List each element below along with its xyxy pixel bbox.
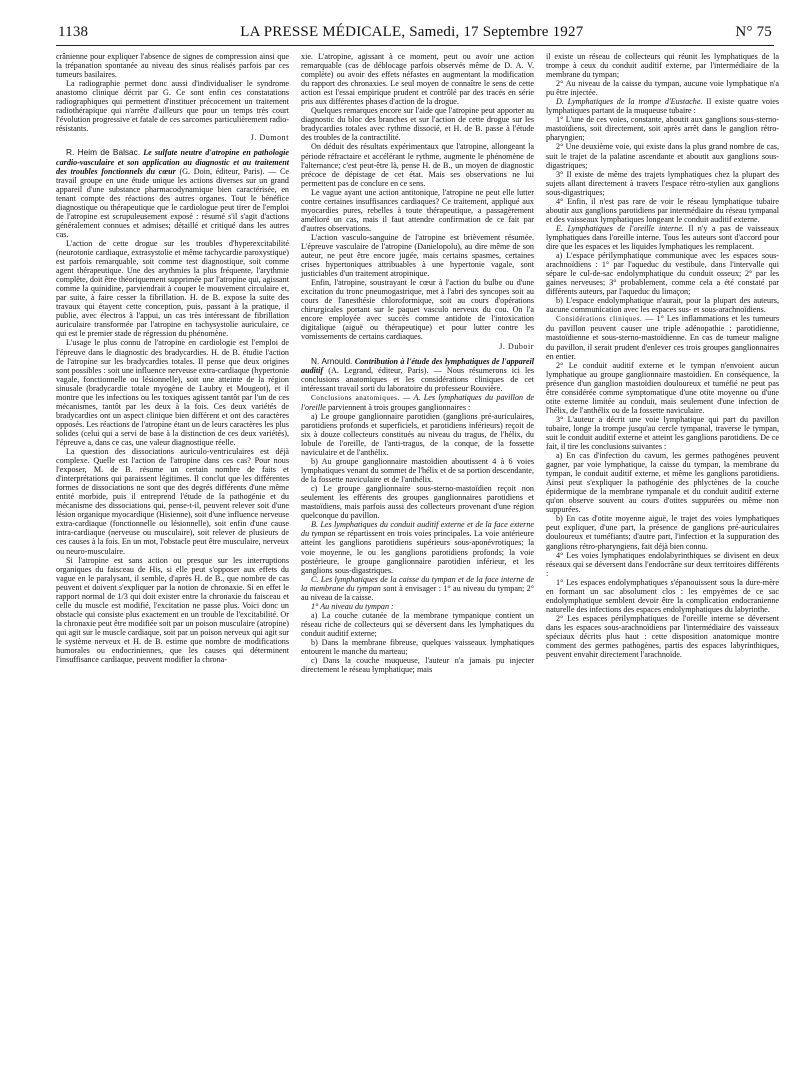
list-item: a) L'espace périlymphatique communique avec les espaces sous-arachnoïdiens : 1° par l'aqueduc du vestibule, dans l'intervalle qui sépare le cul-de-sac endolymphatique du conduit osseux; 2° par les gaines nerveuses; 3° probablement, comme cela a été constaté par différents auteurs, par l'aqueduc du limaçon; (546, 251, 779, 297)
list-item: c) Le groupe ganglionnaire sous-sterno-mastoïdien reçoit non seulement les efférents des groupes ganglionnaires parotidiens et mastoïdiens, mais parfois aussi des collecteurs provenant d'une région quelconque du pavillon. (301, 484, 534, 521)
paragraph: 2° Au niveau de la caisse du tympan, aucune voie lymphatique n'a pu être injectée. (546, 79, 779, 98)
paragraph: 3° L'auteur a décrit une voie lymphatique qui part du pavillon tubaire, longe la trompe jusqu'au cercle tympanal, traverse le tympan, suit le conduit auditif externe et atteint les ganglions parotidiens. De ce fait, il tire les conclusions suivantes : (546, 414, 779, 452)
paragraph (546, 314, 779, 360)
signature: J. Dumont (250, 133, 289, 143)
column-2 (301, 52, 534, 674)
paragraph: Si l'atropine est sans action ou presque sur les interruptions organiques du faisceau de His, si elle peut s'opposer aux effets du vague en le paralysant, il semble, d'après H. de B., que nombre de cas peuvent et doivent s'expliquer par la notion de chronaxie. Si en effet le rapport normal de 1/3 qui doit exister entre la chronaxie du faisceau et celle du muscle est modifié, l'excitation ne passe plus. Voici donc un obstacle qui consiste plus exactement en un trouble de l'excitabilité. Or la chronaxie peut être modifiée soit par un poison musculaire (atropine) qui agit sur le muscle cardiaque, soit par un poison nerveux qui agit sur le système nerveux et H. de B. estime que nombre de modifications humorales ou endocriniennes, que les causes qui déterminent l'insuffisance cardiaque, peuvent modifier la chrona- (56, 555, 289, 665)
paragraph: il existe un réseau de collecteurs qui réunit les lymphatiques de la trompe à ceux du conduit auditif externe, par l'intermédiaire de la membrane du tympan; (546, 52, 779, 80)
section-text: — 1° Les inflammations et les tumeurs du pavillon peuvent causer une triple adénopathie : parotidienne, mastoïdienne et sous-sterno-mastoïdienne. En cas de tumeur maligne du pavillon, il serait prudent d'enlever ces trois groupes ganglionnaires en entier. (546, 314, 780, 361)
signature: J. Duboir (499, 341, 534, 351)
review-author: R. Heim de Balsac. (66, 147, 141, 158)
list-item: b) L'espace endolymphatique n'aurait, pour la plupart des auteurs, aucune communication avec les espaces sus- et sous-arachnoïdiens. (546, 296, 779, 315)
section-heading: B. Les lymphatiques du conduit auditif externe et de la face externe du tympan (301, 520, 534, 539)
list-item: 3° Il existe de même des trajets lymphatiques chez la plupart des sujets allant directement à travers l'espace rétro-stylien aux ganglions sous-digastriques; (546, 169, 779, 197)
list-item: b) Dans la membrane fibreuse, quelques vaisseaux lymphatiques entourent le manche du marteau; (301, 638, 534, 657)
paragraph: L'action de cette drogue sur les troubles d'hyperexcitabilité (neurotonie cardiaque, extrasystolie et même tachycardie paroxystique) est parfois remarquable, soit comme test diagnostique, soit comme agent thérapeutique. Une des arythmies la plus fréquente, l'arythmie complète, doit être théoriquement supprimée par l'atropine qui, agissant comme la quinidine, parviendrait à couper le mouvement circulaire et, par suite, à faire cesser la fibrillation. H. de B. expose la suite des travaux qui étayent cette conception, puis, passant à la pratique, il publie, avec électros à l'appui, un cas très intéressant de fibrillation auriculaire transformée par l'atropine en tachysystolie auriculaire, ce qui est le premier stade de régression du phénomène. (56, 238, 289, 339)
review-title: Le sulfate neutre d'atropine en pathologie cardio-vasculaire et son application au diagnostic et au traitement des troubles fonctionnels du cœur (56, 148, 290, 176)
list-item: 1° L'une de ces voies, constante, aboutit aux ganglions sous-sterno-mastoïdiens, soit directement, soit après arrêt dans le ganglion rétro-pharyngien; (546, 115, 779, 143)
list-item: c) Dans la couche muqueuse, l'auteur n'a jamais pu injecter directement le réseau lymphatique; mais (301, 656, 534, 675)
paragraph (546, 224, 779, 251)
section-text: Il n'y a pas de vaisseaux lymphatiques dans l'oreille interne. Tous les auteurs sont d'accord pour dire que les espaces et les liquides lymphatiques les remplacent. (546, 223, 779, 251)
list-item: 2° Une deuxième voie, qui existe dans la plus grand nombre de cas, suit le trajet de la palatine ascendante et aboutit aux ganglions sous-digastriques; (546, 142, 779, 170)
section-label: Conclusions anatomiques. (311, 393, 400, 402)
section-text: se répartissent en trois voies principales. La voie antérieure atteint les ganglions parotidiens supérieurs sous-aponévrotiques; la voie moyenne, le ou les ganglions parotidiens profonds; la voie postérieure, le groupe ganglionnaire parotidien inférieur, et les ganglions sous-digastriques. (301, 529, 535, 575)
paragraph: Le vague ayant une action antitonique, l'atropine ne peut elle lutter contre certaines insuffisances cardiaques? Ce traitement, appliqué aux myocardies pures, rebelles à toute thérapeutique, a passagèrement amélioré un cas, mais il faut attendre confirmation de ce fait par d'autres observations. (301, 187, 534, 233)
paragraph: xie. L'atropine, agissant à ce moment, peut ou avoir une action remarquable (cas de déblocage parfois observés même de D. A. V. complète) ou avoir des effets néfastes en augmentant la modification du rapport des chronaxies. Le seul moyen de connaître le sens de cette action est l'essai empirique prudent et contrôlé par des tracés en série pris aux différentes phases d'action de la drogue. (301, 52, 534, 107)
review-title: Contribution à l'étude des lymphatiques de l'appareil auditif (301, 356, 534, 375)
paragraph: crânienne pour expliquer l'absence de signes de compression ainsi que la trépanation spontanée au niveau des sinus réalisés parfois par ces tumeurs basilaires. (56, 52, 289, 80)
list-item: b) Au groupe ganglionnaire mastoïdien aboutissent 4 à 6 voies lymphatiques venant du sommet de l'hélix et de sa portion descendante, de la fossette naviculaire et de l'anthélix. (301, 457, 534, 485)
list-item: 1° Les espaces endolymphatiques s'épanouissent sous la dure-mère en formant un sac absolument clos : les empyèmes de ce sac endolymphatique semblent devoir être la complication endocranienne naturelle des infections des espaces endolymphatiques du labyrinthe. (546, 577, 779, 614)
list-item: 4° Enfin, il n'est pas rare de voir le réseau lymphatique tubaire aboutir aux ganglions parotidiens par intermédiaire du réseau tympanal et des vaisseaux lymphatiques longeant le conduit auditif externe. (546, 196, 779, 224)
paragraph: Quelques remarques encore sur l'aide que l'atropine peut apporter au diagnostic du bloc des branches et sur l'action de cette drogue sur les bradycardies totales avec rythme dissocié, et H. de B. passe à l'étude des troubles de la contractilité. (301, 106, 534, 143)
paragraph: L'action vasculo-sanguine de l'atropine est brièvement résumée. L'épreuve vasculaire de l'atropine (Danielopolu), au dire même de son auteur, ne peut être encore jugée, mais certains spasmes, certaines crises hypertoniques attribuables à une hypertonie vagale, sont justiciables d'un traitement atropinique. (301, 232, 534, 279)
list-item: a) La couche cutanée de la membrane tympanique contient un réseau riche de collecteurs qui se déversent dans les lymphatiques du conduit auditif externe; (301, 610, 534, 638)
list-item: a) Le groupe ganglionnaire parotidien (ganglions pré-auriculaires, parotidiens profonds et superficiels, et parotidiens inférieurs) reçoit de six à douze collecteurs constitués au niveau du tragus, de l'hélix, du lobule de l'oreille, de l'anti-tragus, de la conque, de la fossette naviculaire et de l'anthélix. (301, 411, 534, 458)
column-3 (546, 52, 779, 659)
review-entry (301, 357, 534, 393)
list-item: 2° Les espaces périlymphatiques de l'oreille interne se déversent dans les espaces sous-arachnoïdiens par l'intermédiaire des vaisseaux spéciaux décrits plus haut : cette disposition anatomique montre comment des germes pathogènes, partis des espaces labyrinthiques, peuvent envahir directement l'arachnoïde. (546, 613, 779, 660)
section-heading: D. Lymphatiques de la trompe d'Eustache. (556, 97, 703, 107)
subheading: 1° Au niveau du tympan : (311, 601, 394, 611)
paragraph (301, 393, 534, 412)
paragraph: On déduit des résultats expérimentaux que l'atropine, allongeant la période réfractaire et accélérant le rythme, augmente le phénomène de l'alternance; c'est peut-être là, pense H. de B., un moyen de diagnostic précoce de dépistage de cet état. Mais ses observations ne lui permettent pas de conclure en ce sens. (301, 142, 534, 188)
review-text: (G. Doin, éditeur, Paris). — Ce travail groupe en une étude unique les actions diverses sur un grand appareil d'une substance pharmacodynamique bien caractérisée, en tenant compte des réactions des autres organes. Tout le bénéfice diagnostique ou thérapeutique que le cardiologue peut tirer de l'emploi de l'atropine est scrupuleusement exposé : résumé s'il s'agit d'actions généralement connues et admises; détaillé et critiqué dans les autres cas. (56, 166, 289, 239)
paragraph (301, 520, 534, 574)
paragraph: La question des dissociations auriculo-ventriculaires est déjà complexe. Quelle est l'action de l'atropine dans ces cas? Pour nous l'exposer, M. de B. résume un certain nombre de faits et d'interprétations qui paraissent légitimes. Il conclut que les différentes formes de dissociations ne sont que des degrés différents d'une même entité morbide, puis il entreprend l'étude de la pathogénie et du mécanisme des dissociations qui, pense-t-il, peuvent relever soit d'une lésion organique myocardique (Hisienne), soit d'une influence nerveuse extra-cardiaque (fonctionnelle ou lésionnelle), soit enfin d'une cause intra-cardiaque (nerveuse ou musculaire), soit relever de plusieurs de ces causes à la fois. En un mot, l'obstacle peut être musculaire, nerveux ou neuro-musculaire. (56, 447, 289, 556)
paragraph (301, 575, 534, 602)
page-header (58, 24, 772, 44)
section-heading: E. Lymphatiques de l'oreille interne. (556, 223, 684, 233)
section-text: Il existe quatre voies lymphatiques partant de la muqueuse tubaire : (546, 97, 779, 116)
section-heading: C. Les lymphatiques de la caisse du tympan et de la face interne de la membrane du tympan (301, 574, 534, 593)
column-1 (56, 52, 289, 664)
header-rule (56, 45, 774, 46)
review-entry (56, 148, 289, 238)
issue-number: N° 75 (735, 24, 772, 40)
section-label: Considérations cliniques. (556, 315, 643, 324)
list-item (301, 602, 534, 611)
paragraph: L'usage le plus connu de l'atropine en cardiologie est l'emploi de l'épreuve dans le diagnostic des bradycardies. H. de B. étudie l'action de l'atropine sur les bradycardies totales. Il pense que deux origines sont possibles : soit une influence nerveuse extra-cardiaque (hypertonie vagale, fonctionnelle ou lésionnelle), soit une atteinte de la région sinusale (bradycardie totale myogène de Laubry et Mougeot), et il montre que les infections ou les toxiques agissent tantôt par l'un de ces mécanismes, tantôt par les deux à la fois. Ces deux variétés de bradycardies ont un aspect clinique bien différent et ont des caractères opposés. Les réactions de l'atropine étant un de leurs caractères les plus solides (celui qui a servi de base à la distinction de ces deux variétés), l'épreuve a, dans ce cas, une valeur diagnostique réelle. (56, 338, 289, 447)
list-item: a) En cas d'infection du cavum, les germes pathogènes peuvent gagner, par voie lymphatique, la caisse du tympan, la membrane du tympan, le conduit auditif externe, et même les ganglions parotidiens. Ainsi peut s'expliquer la pathogénie des phlyctènes de la couche épidermique de la membrane tympanale et du conduit auditif externe qu'on observe souvent au cours d'otites suppurées ou même non suppurées. (546, 451, 779, 515)
journal-title: LA PRESSE MÉDICALE, Samedi, 17 Septembre 1927 (240, 24, 584, 40)
paragraph: 4° Les voies lymphatiques endolabyrinthiques se divisent en deux réseaux qui se déversent dans l'endocrâne sur deux territoires différents : (546, 550, 779, 578)
section-heading: — A. Les lymphatiques du pavillon de l'oreille (301, 392, 535, 412)
paragraph: La radiographie permet donc aussi d'individualiser le syndrome anastomo clinique décrit par G. Ce sont enfin ces constatations radiographiques qui permettent d'instituer précocement un traitement radiothérapique qui n'arrête d'ailleurs que pour un temps très court l'évolution progressive et fatale de ces sarcomes particulièrement radio-résistants. (56, 79, 289, 134)
section-text: parviennent à trois groupes ganglionnaires : (327, 402, 471, 412)
review-author: N. Arnould. (311, 355, 353, 366)
section-text: sont à envisager : 1° au niveau du tympan; 2° au niveau de la caisse. (301, 583, 534, 602)
paragraph: Enfin, l'atropine, soustrayant le cœur à l'action du bulbe ou d'une excitation du tronc pneumogastrique, met à l'abri des syncopes soit au cours de l'anesthésie chloroformique, soit au cours d'opérations chirurgicales portant sur le paquet vasculo nerveux du cou. On l'a encore employée avec succès comme antidote de l'intoxication digitalique (aiguë ou thérapeutique) et pour lutter contre les vomissements de certains cardiaques. (301, 278, 534, 342)
review-text: (A. Legrand, éditeur, Paris). — Nous résumerons ici les conclusions anatomiques et les considérations cliniques de cet intéressant travail sorti du laboratoire du professeur Rouvière. (301, 365, 535, 393)
page-number: 1138 (58, 24, 89, 40)
paragraph: 2° Le conduit auditif externe et le tympan n'envoient aucun lymphatique au groupe ganglionnaire mastoïdien. En conséquence, la présence d'un ganglion mastoïdien douloureux et tuméfié ne peut pas être considérée comme symptomatique d'une otite moyenne ou d'une otite externe limitée au conduit, mais seulement d'une infection de l'hélix, de l'anthélix ou de la fossette naviculaire. (546, 360, 779, 415)
list-item: b) En cas d'otite moyenne aiguë, le trajet des voies lymphatiques peut expliquer, d'une part, la présence de ganglions pré-auriculaires douloureux et tuméfiants; d'autre part, l'infection et la suppuration des ganglions rétro-pharyngiens, fait déjà bien connu. (546, 514, 779, 551)
paragraph (546, 97, 779, 115)
